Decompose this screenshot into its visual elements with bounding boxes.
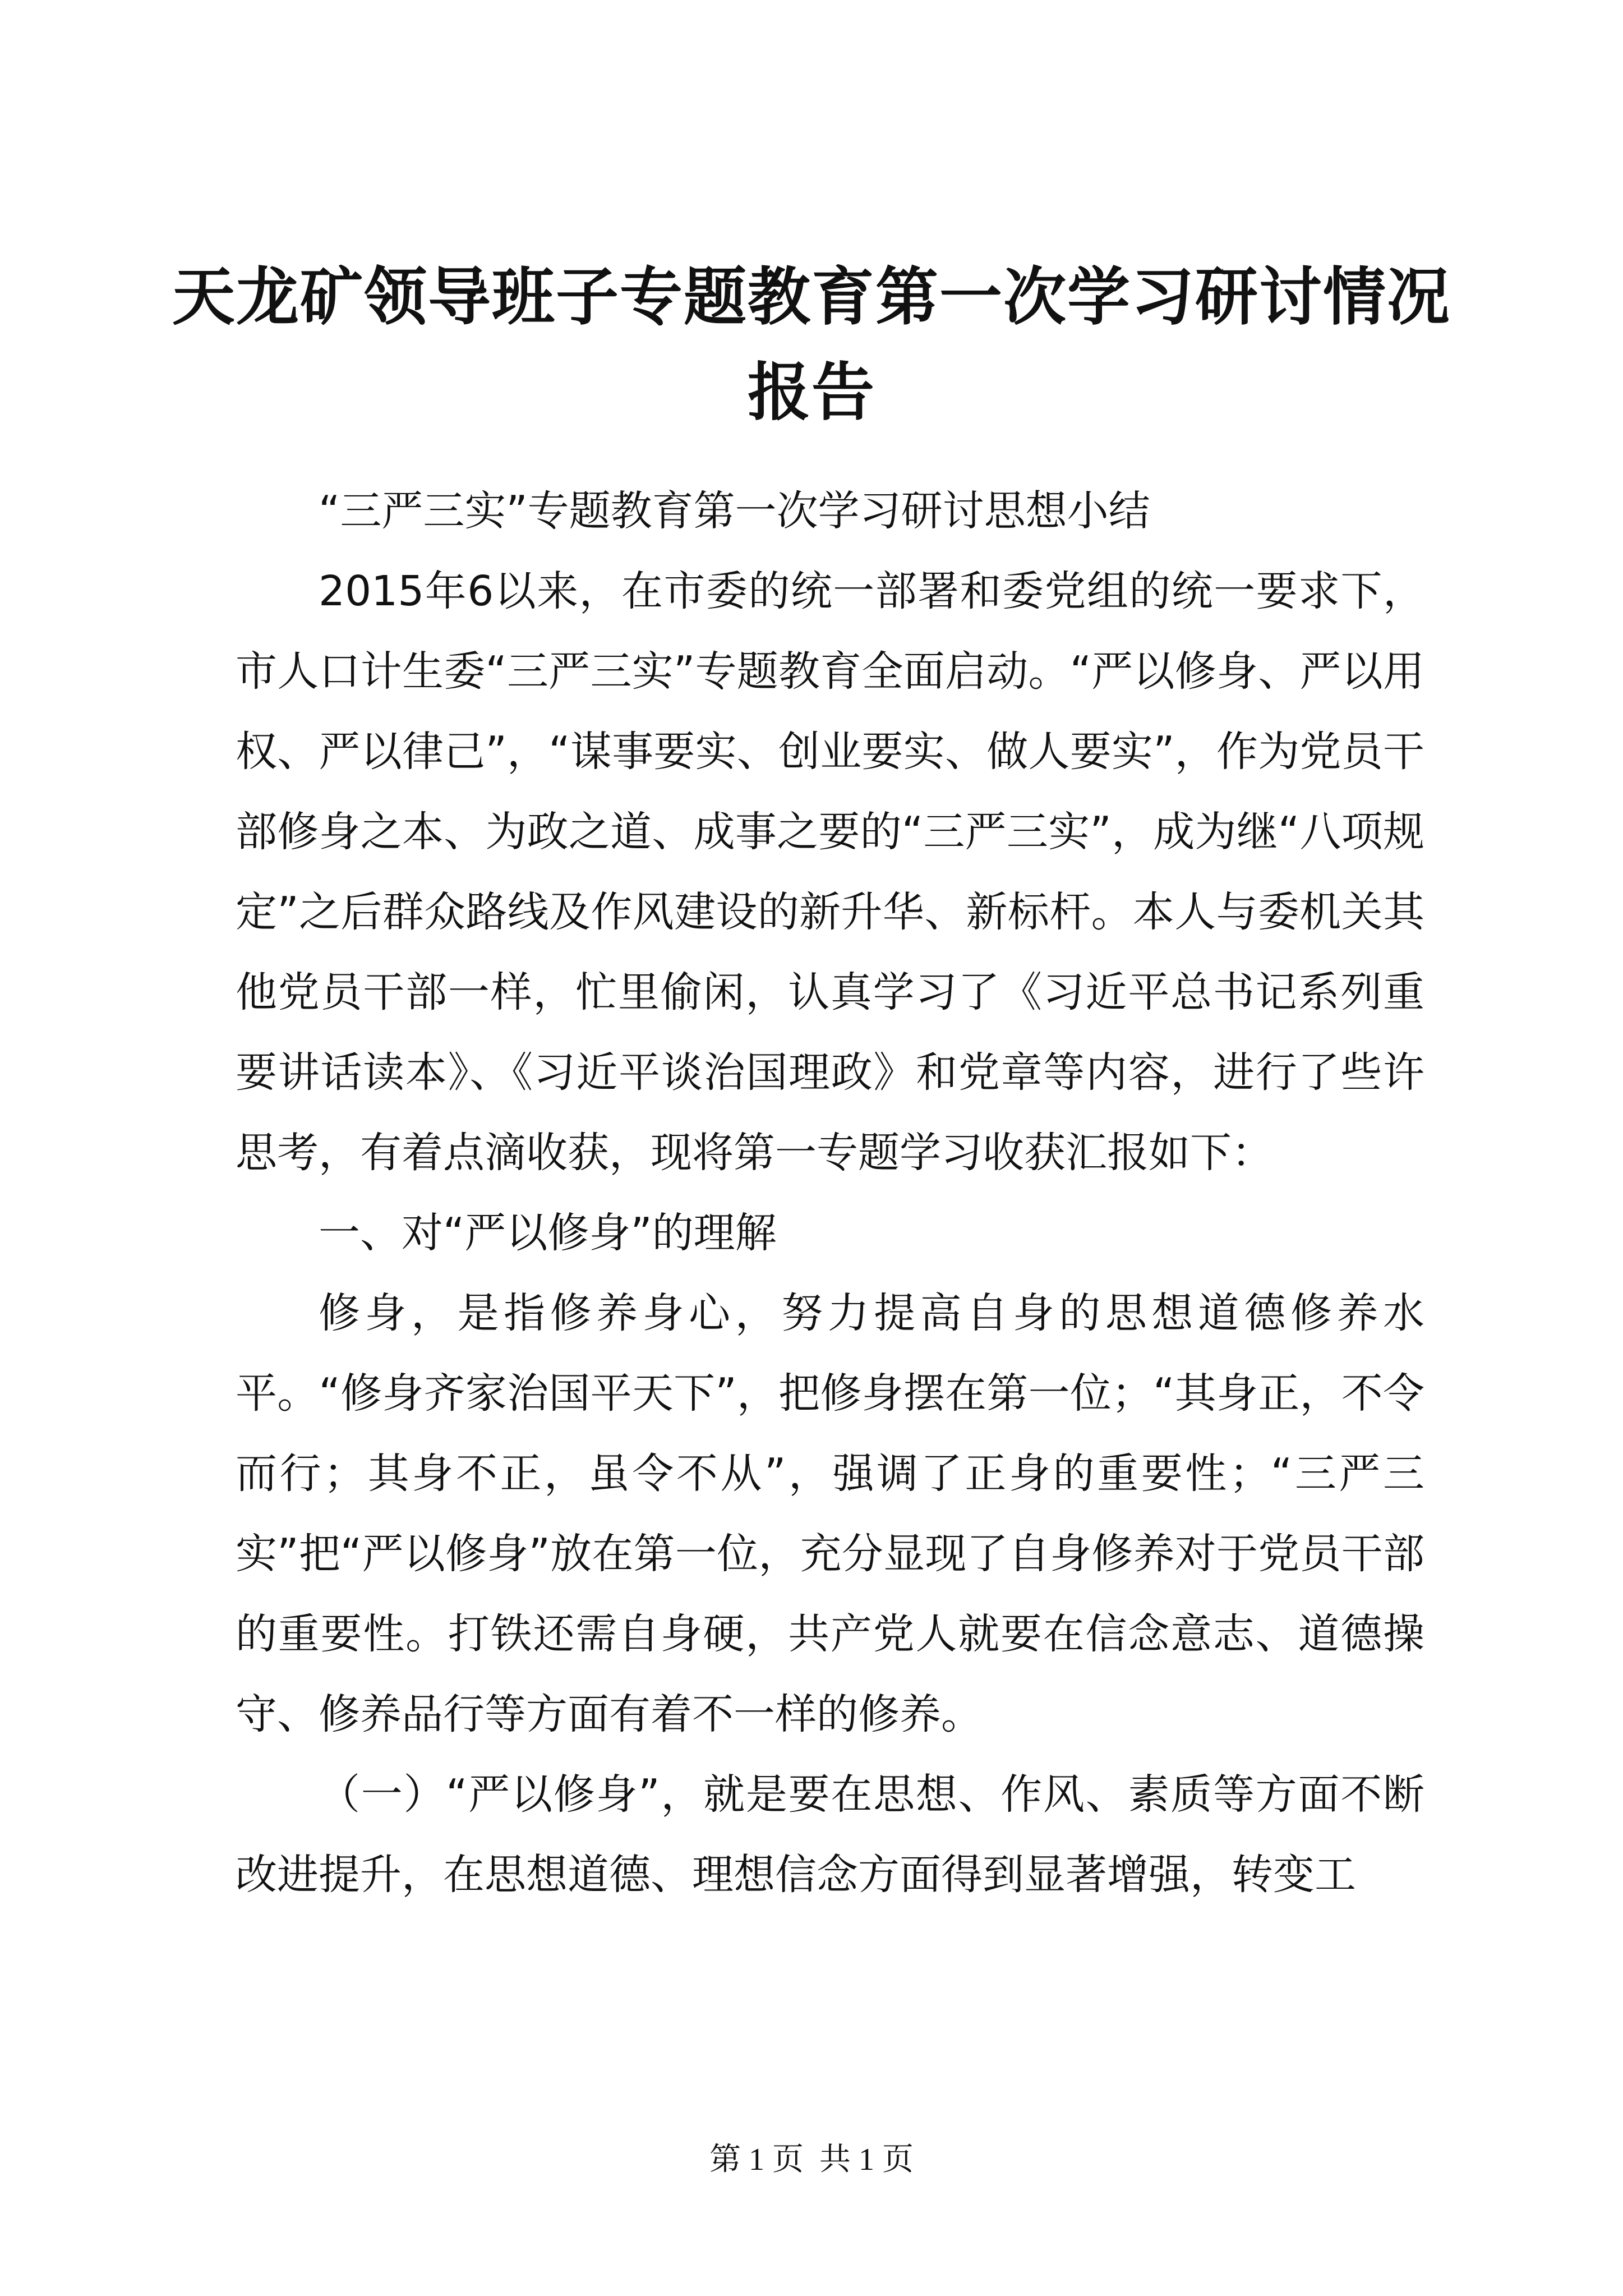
document-body xyxy=(236,471,1424,1915)
page-number-label: 第 1 页 共 1 页 xyxy=(709,2142,914,2177)
document-subtitle: “三严三实”专题教育第一次学习研讨思想小结 xyxy=(319,487,1150,535)
document-title: 天龙矿领导班子专题教育第一次学习研讨情况报告 xyxy=(172,260,1451,429)
paragraph-subsection-1: （一）“严以修身”，就是要在思想、作风、素质等方面不断改进提升，在思想道德、理想信念方面得到显著增强，转变工 xyxy=(236,1770,1424,1899)
paragraph-section-1: 修身，是指修养身心，努力提高自身的思想道德修养水平。“修身齐家治国平天下”，把修身摆在第一位；“其身正，不令而行；其身不正，虽令不从”，强调了正身的重要性；“三严三实”把“严以修身”放在第一位，充分显现了自身修养对于党员干部的重要性。打铁还需自身硬，共产党人就要在信念意志、道德操守、修养品行等方面有着不一样的修养。 xyxy=(236,1289,1424,1738)
section-heading-1: 一、对“严以修身”的理解 xyxy=(319,1209,777,1257)
page-footer xyxy=(0,2140,1623,2179)
paragraph-intro: 2015年6以来，在市委的统一部署和委党组的统一要求下，市人口计生委“三严三实”专题教育全面启动。“严以修身、严以用权、严以律己”，“谋事要实、创业要实、做人要实”，作为党员干部修身之本、为政之道、成事之要的“三严三实”，成为继“八项规定”之后群众路线及作风建设的新升华、新标杆。本人与委机关其他党员干部一样，忙里偷闲，认真学习了《习近平总书记系列重要讲话读本》、《习近平谈治国理政》和党章等内容，进行了些许思考，有着点滴收获，现将第一专题学习收获汇报如下： xyxy=(236,567,1424,1177)
